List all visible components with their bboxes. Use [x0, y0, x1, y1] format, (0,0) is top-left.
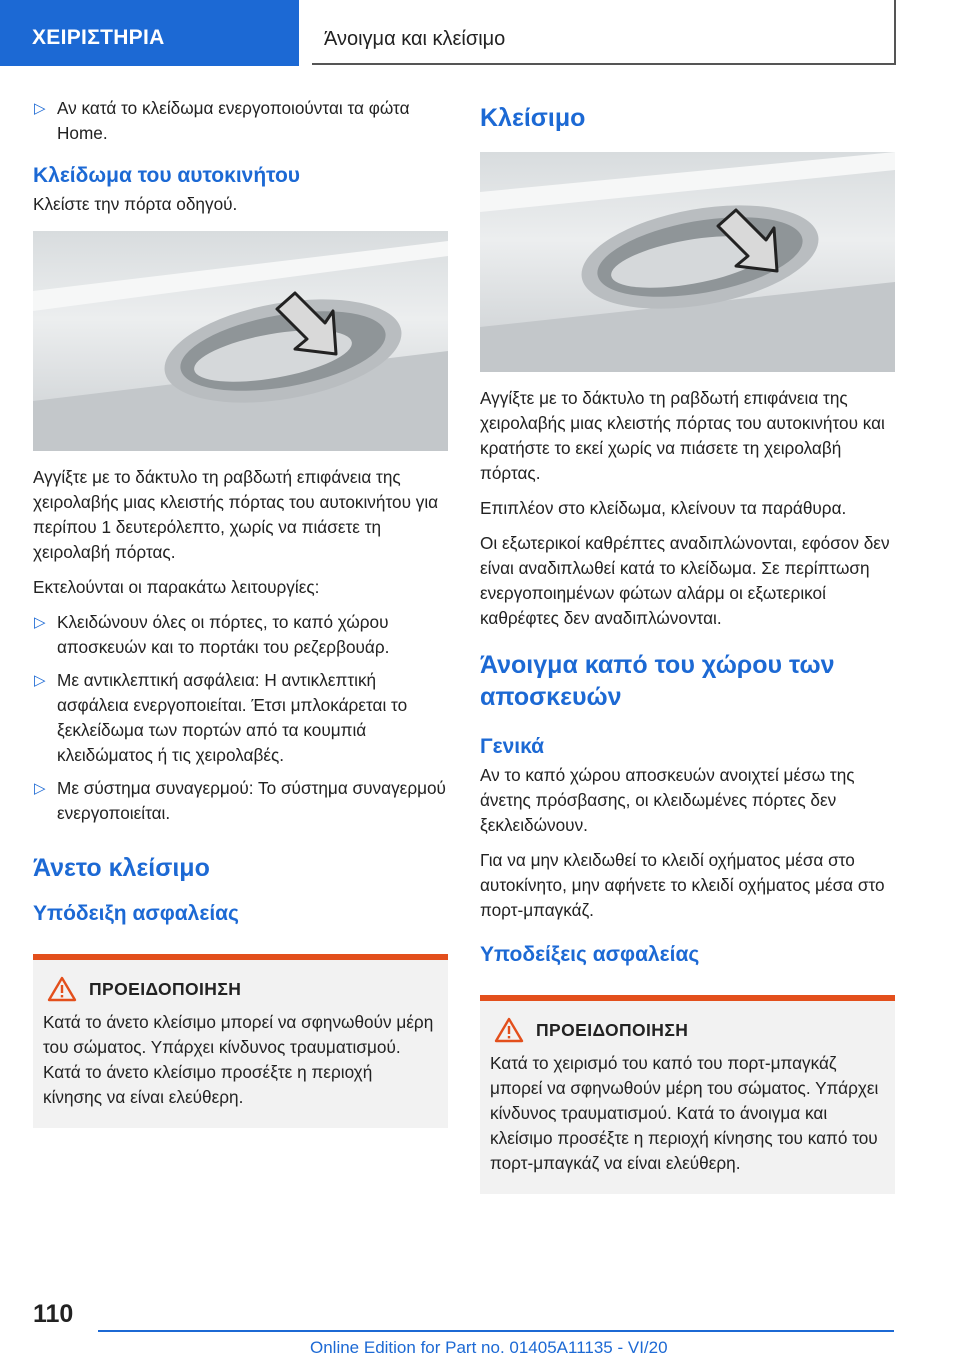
- heading-comfort-close: Άνετο κλείσιμο: [33, 854, 210, 882]
- chapter-title: Άνοιγμα και κλείσιμο: [324, 28, 506, 50]
- door-handle-image: [480, 152, 895, 372]
- warning-triangle-icon: [494, 1017, 524, 1043]
- warning-text: Κατά το άνετο κλείσιμο μπορεί να σφηνωθούν μέρη του σώματος. Υπάρχει κίνδυνος τραυματισμού. Κατά το άνετο κλείσιμο προσέξτε η περιοχή κίνησης να είναι ελεύθερη.: [43, 1012, 434, 1107]
- bullet-triangle-icon: ▷: [34, 614, 46, 631]
- list-item: [33, 96, 448, 146]
- heading-open-trunk: Άνοιγμα καπό του χώρου των αποσκευών: [480, 651, 835, 711]
- list-item-text: Με σύστημα συναγερμού: Το σύστημα συναγερμού ενεργοποιείται.: [57, 778, 446, 823]
- paragraph-windows: Επιπλέον στο κλείδωμα, κλείνουν τα παράθυρα.: [480, 498, 847, 518]
- door-handle-image: [33, 231, 448, 451]
- chapter-title-box: [312, 0, 896, 65]
- warning-text: Κατά το χειρισμό του καπό του πορτ-μπαγκάζ μπορεί να σφηνωθούν μέρη του σώματος. Υπάρχει κίνδυνος τραυματισμού. Κατά το άνοιγμα και κλείσιμο προσέξτε η περιοχή κίνησης του καπό του πορτ-μπαγκάζ να είναι ελεύθερη.: [490, 1053, 879, 1173]
- bullet-triangle-icon: ▷: [34, 100, 46, 117]
- heading-safety-notes: Υποδείξεις ασφαλείας: [480, 943, 700, 966]
- list-item-text: Με αντικλεπτική ασφάλεια: Η αντικλεπτική ασφάλεια ενεργοποιείται. Έτσι μπλοκάρεται το ξεκλείδωμα των πορτών από τα κουμπιά κλειδώματος ή τις χειρολαβές.: [57, 670, 408, 765]
- paragraph-close-door: Κλείστε την πόρτα οδηγού.: [33, 194, 238, 214]
- section-tab: [0, 0, 299, 66]
- warning-title: ΠΡΟΕΙΔΟΠΟΙΗΣΗ: [89, 978, 242, 999]
- list-item-text: Κλειδώνουν όλες οι πόρτες, το καπό χώρου αποσκευών και το πορτάκι του ρεζερβουάρ.: [57, 612, 390, 657]
- heading-closing: Κλείσιμο: [480, 104, 586, 132]
- list-item: [33, 610, 448, 660]
- list-item: [33, 776, 448, 826]
- heading-general: Γενικά: [480, 735, 545, 758]
- left-column: [33, 96, 448, 1128]
- heading-safety-note: Υπόδειξη ασφαλείας: [33, 902, 239, 925]
- paragraph-general-2: Για να μην κλειδωθεί το κλειδί οχήματος μέσα στο αυτοκίνητο, μην αφήνετε το κλειδί οχήματος μέσα στο πορτ-μπαγκάζ.: [480, 850, 885, 920]
- list-item-text: Αν κατά το κλείδωμα ενεργοποιούνται τα φώτα Home.: [57, 98, 410, 143]
- paragraph-general-1: Αν το καπό χώρου αποσκευών ανοιχτεί μέσω της άνετης πρόσβασης, οι κλειδωμένες πόρτες δεν ξεκλειδώνουν.: [480, 765, 855, 835]
- right-column: [480, 96, 895, 1194]
- page-header: [0, 0, 960, 66]
- paragraph-mirrors: Οι εξωτερικοί καθρέπτες αναδιπλώνονται, εφόσον δεν είναι αναδιπλωθεί κατά το κλείδωμα. Σε περίπτωση ενεργοποιημένων φώτων αλάρμ οι εξωτερικοί καθρέφτες δεν αναδιπλώνονται.: [480, 533, 890, 628]
- footer-edition: Online Edition for Part no. 01405A11135 - VI/20: [310, 1338, 668, 1357]
- list-item: [33, 668, 448, 768]
- page-number: 110: [33, 1300, 74, 1328]
- warning-triangle-icon: [47, 976, 77, 1002]
- footer-divider: [98, 1330, 894, 1332]
- bullet-triangle-icon: ▷: [34, 672, 46, 689]
- section-title: ΧΕΙΡΙΣΤΗΡΙΑ: [32, 26, 165, 49]
- heading-lock-vehicle: Κλείδωμα του αυτοκινήτου: [33, 164, 301, 187]
- warning-box: [480, 995, 895, 1194]
- warning-title: ΠΡΟΕΙΔΟΠΟΙΗΣΗ: [536, 1019, 689, 1040]
- paragraph-functions: Εκτελούνται οι παρακάτω λειτουργίες:: [33, 577, 320, 597]
- bullet-triangle-icon: ▷: [34, 780, 46, 797]
- paragraph-touch: Αγγίξτε με το δάκτυλο τη ραβδωτή επιφάνεια της χειρολαβής μιας κλειστής πόρτας του αυτοκινήτου και κρατήστε το εκεί χωρίς να πιάσετε τη χειρολαβή πόρτας.: [480, 388, 885, 483]
- warning-box: [33, 954, 448, 1128]
- paragraph-touch: Αγγίξτε με το δάκτυλο τη ραβδωτή επιφάνεια της χειρολαβής μιας κλειστής πόρτας του αυτοκινήτου για περίπου 1 δευτερόλεπτο, χωρίς να πιάσετε τη χειρολαβή πόρτας.: [33, 467, 439, 562]
